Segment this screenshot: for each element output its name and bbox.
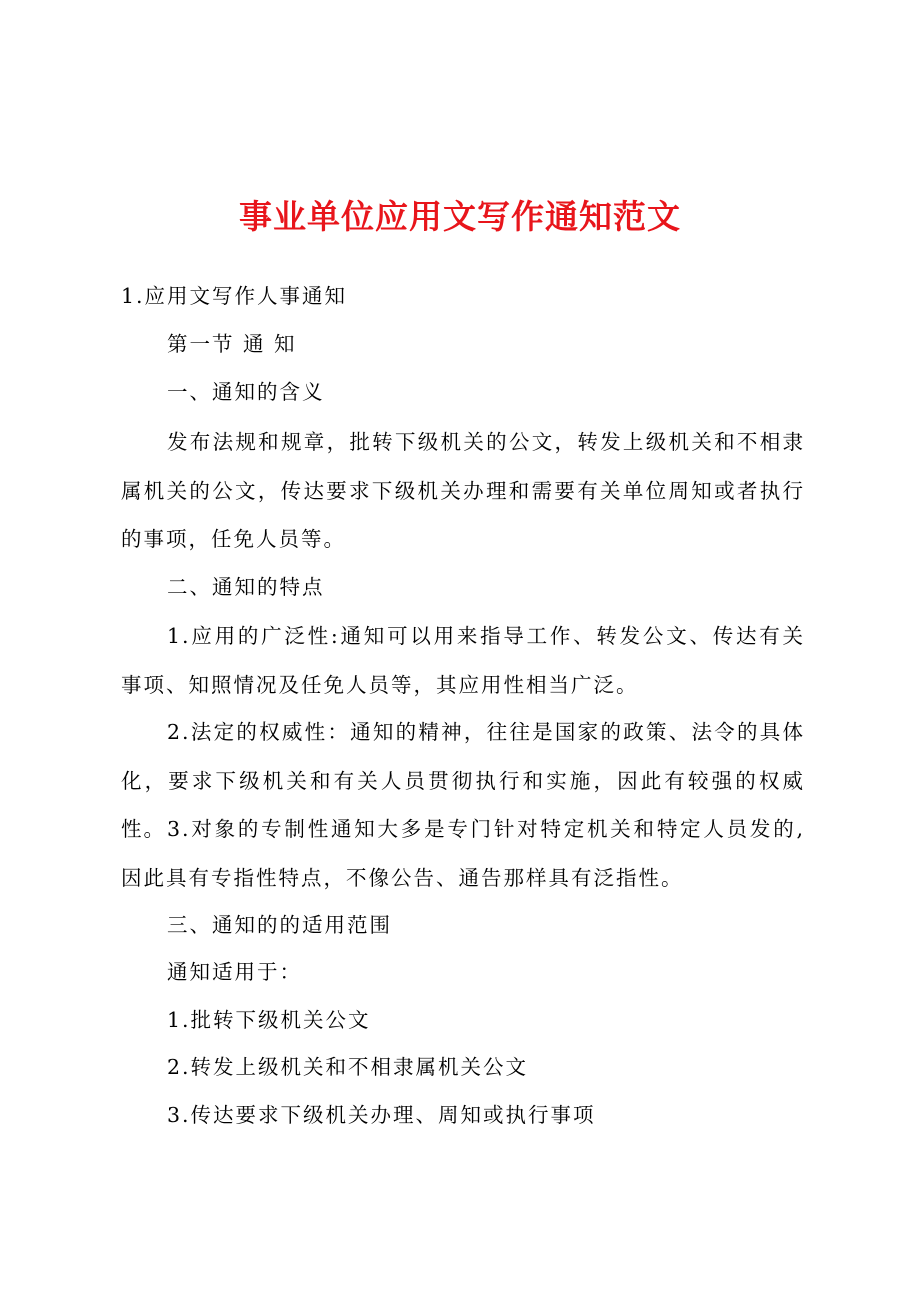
paragraph-meaning: 发布法规和规章，批转下级机关的公文，转发上级机关和不相隶属机关的公文，传达要求下级机关办理和需要有关单位周知或者执行的事项，任免人员等。 — [121, 430, 805, 551]
paragraph-feature-3: 3.对象的专制性通知大多是专门针对特定机关和特定人员发的,因此具有专指性特点，不像公告、通告那样具有泛指性。 — [121, 817, 805, 890]
paragraph-feature-2: 2.法定的权威性：通知的精神，往往是国家的政策、法令的具体化，要求下级机关和有关人员贯彻执行和实施，因此有较强的权威性。 — [121, 720, 805, 841]
heading-scope: 三、通知的的适用范围 — [167, 913, 392, 937]
section-heading: 第一节 通 知 — [167, 332, 297, 356]
heading-features: 二、通知的特点 — [167, 575, 325, 599]
document-title: 事业单位应用文写作通知范文 — [239, 197, 681, 236]
subtitle-heading: 1.应用文写作人事通知 — [121, 284, 348, 308]
heading-meaning: 一、通知的含义 — [167, 380, 325, 404]
scope-intro: 通知适用于： — [167, 960, 302, 984]
scope-item-2: 2.转发上级机关和不相隶属机关公文 — [167, 1055, 529, 1079]
scope-item-1: 1.批转下级机关公文 — [167, 1008, 371, 1032]
paragraph-feature-1: 1.应用的广泛性:通知可以用来指导工作、转发公文、传达有关事项、知照情况及任免人员等，其应用性相当广泛。 — [121, 624, 805, 697]
scope-item-3: 3.传达要求下级机关办理、周知或执行事项 — [167, 1103, 596, 1127]
